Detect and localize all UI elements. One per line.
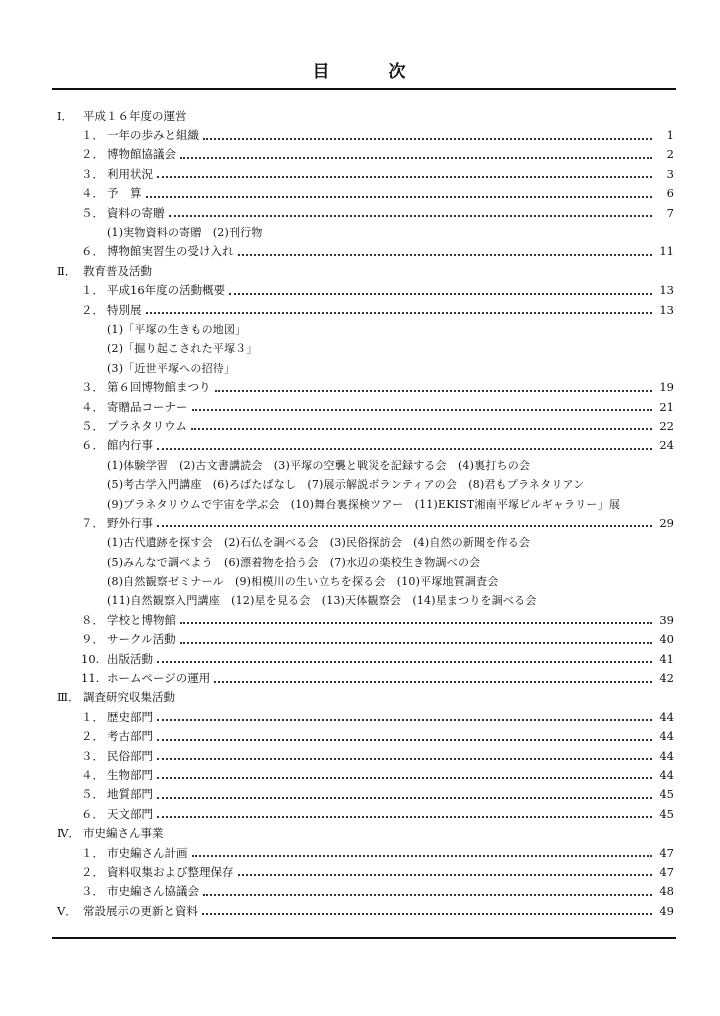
toc-page-number: 3: [666, 166, 674, 181]
toc-label: 資料の寄贈: [107, 205, 165, 220]
toc-label: 調査研究収集活動: [83, 690, 175, 705]
toc-label: ホームページの運用: [107, 671, 211, 686]
toc-number: ７．: [81, 515, 104, 530]
toc-item: [0, 416, 720, 435]
top-rule: [52, 88, 676, 90]
toc-label: 館内行事: [107, 438, 153, 453]
toc-label: 地質部門: [107, 787, 153, 802]
toc-label: プラネタリウム: [107, 418, 188, 433]
toc-label: 出版活動: [107, 651, 153, 666]
toc-number: ４．: [81, 399, 104, 414]
dot-leader: [157, 175, 652, 178]
dot-leader: [146, 311, 653, 314]
dot-leader: [157, 738, 652, 741]
page-title: 目 次: [312, 62, 408, 82]
toc-label: (5)みんなで調べよう (6)漂着物を拾う会 (7)水辺の楽校生き物調べの会: [107, 555, 481, 569]
toc-section: [0, 261, 720, 280]
toc-page-number: 47: [659, 845, 674, 860]
toc-item: [0, 649, 720, 668]
toc-page-number: 6: [666, 186, 674, 201]
toc-page-number: 45: [659, 806, 674, 821]
toc-number: ６．: [81, 806, 104, 821]
toc-label: (3)「近世平塚への招待」: [107, 361, 236, 375]
toc-label: (1)実物資料の寄贈 (2)刊行物: [107, 226, 263, 240]
toc-subitems: [0, 474, 720, 493]
toc-page-number: 45: [659, 787, 674, 802]
toc-item: [0, 727, 720, 746]
dot-leader: [157, 660, 652, 663]
toc-item: [0, 125, 720, 144]
toc-label: 教育普及活動: [83, 263, 152, 278]
toc-page-number: 42: [659, 671, 674, 686]
dot-leader: [157, 776, 652, 779]
toc-number: ６．: [81, 438, 104, 453]
toc-page-number: 1: [666, 128, 674, 143]
toc-page-number: 11: [659, 244, 674, 259]
toc-subitems: [0, 319, 720, 338]
toc-number: １．: [81, 128, 104, 143]
toc-page-number: 22: [659, 418, 674, 433]
toc-number: Ⅳ．: [57, 826, 80, 841]
dot-leader: [180, 621, 652, 624]
toc-page-number: 2: [666, 147, 674, 162]
toc-label: (1)「平塚の生きもの地図」: [107, 322, 247, 336]
toc-subitems: [0, 222, 720, 241]
toc-label: 学校と博物館: [107, 612, 176, 627]
toc-subitems: [0, 358, 720, 377]
toc-page-number: 29: [659, 515, 674, 530]
toc-number: ２．: [81, 864, 104, 879]
toc-label: 博物館協議会: [107, 147, 176, 162]
toc-number: Ⅴ．: [57, 903, 77, 918]
toc-label: (9)プラネタリウムで宇宙を学ぶ会 (10)舞台裏探検ツアー (11)EKIST湘南平塚ビルギャラリー」展: [107, 497, 621, 511]
toc-item: [0, 281, 720, 300]
toc-number: Ⅱ．: [57, 263, 77, 278]
toc-page-number: 13: [659, 302, 674, 317]
toc-label: (5)考古学入門講座 (6)ろばたばなし (7)展示解説ボランティアの会 (8)君もプラネタリアン: [107, 478, 585, 492]
toc-subitems: [0, 455, 720, 474]
toc-label: 市史編さん計画: [107, 845, 188, 860]
toc-section: [0, 688, 720, 707]
dot-leader: [169, 214, 653, 217]
toc-label: (1)古代遺跡を探す会 (2)石仏を調べる会 (3)民俗探訪会 (4)自然の新聞を作る会: [107, 536, 531, 550]
toc-label: (1)体験学習 (2)古文書講読会 (3)平塚の空襲と戦災を記録する会 (4)裏打ちの会: [107, 458, 531, 472]
toc-page-number: 44: [659, 729, 674, 744]
toc-item: [0, 707, 720, 726]
toc-label: 利用状況: [107, 166, 153, 181]
toc-page-number: 49: [659, 903, 674, 918]
toc-item: [0, 630, 720, 649]
toc-page-number: 40: [659, 632, 674, 647]
dot-leader: [215, 389, 653, 392]
toc-label: 歴史部門: [107, 709, 153, 724]
dot-leader: [157, 447, 652, 450]
toc-subitems: [0, 591, 720, 610]
toc-item: [0, 843, 720, 862]
dot-leader: [180, 641, 652, 644]
toc-page-number: 13: [659, 283, 674, 298]
toc-page-number: 39: [659, 612, 674, 627]
toc-page-number: 24: [659, 438, 674, 453]
toc-number: ３．: [81, 884, 104, 899]
toc-item: [0, 746, 720, 765]
toc-number: ３．: [81, 166, 104, 181]
toc-page-number: 7: [666, 205, 674, 220]
toc-item: [0, 668, 720, 687]
toc-number: ８．: [81, 612, 104, 627]
toc-number: ２．: [81, 147, 104, 162]
dot-leader: [203, 893, 652, 896]
toc-item: [0, 513, 720, 532]
toc-item: [0, 785, 720, 804]
toc-page-number: 19: [659, 380, 674, 395]
toc-item: [0, 862, 720, 881]
dot-leader: [203, 137, 652, 140]
toc-item: [0, 300, 720, 319]
dot-leader: [238, 873, 653, 876]
dot-leader: [192, 854, 653, 857]
toc-label: 資料収集および整理保存: [107, 864, 234, 879]
toc-subitems: [0, 339, 720, 358]
toc-item: [0, 242, 720, 261]
toc-label: 市史編さん事業: [83, 826, 164, 841]
toc-label: 寄贈品コーナー: [107, 399, 188, 414]
toc-page-number: 44: [659, 767, 674, 782]
toc-number: ２．: [81, 302, 104, 317]
toc-item: [0, 765, 720, 784]
toc-item: [0, 184, 720, 203]
toc-number: ３．: [81, 380, 104, 395]
toc-label: 野外行事: [107, 515, 153, 530]
toc-section: [0, 106, 720, 125]
toc-subitems: [0, 494, 720, 513]
toc-item: [0, 377, 720, 396]
toc-subitems: [0, 552, 720, 571]
toc-number: ２．: [81, 729, 104, 744]
toc-item: [0, 145, 720, 164]
dot-leader: [157, 815, 652, 818]
toc-item: [0, 610, 720, 629]
toc-label: 博物館実習生の受け入れ: [107, 244, 234, 259]
dot-leader: [146, 195, 653, 198]
toc-label: (2)「掘り起こされた平塚３」: [107, 342, 258, 356]
toc-label: (8)自然観察ゼミナール (9)相模川の生い立ちを探る会 (10)平塚地質調査会: [107, 575, 499, 589]
toc-number: １．: [81, 283, 104, 298]
table-of-contents: [0, 106, 720, 920]
toc-item: [0, 436, 720, 455]
toc-number: 11.: [81, 671, 100, 686]
toc-number: Ⅰ．: [57, 108, 74, 123]
toc-page-number: 21: [659, 399, 674, 414]
toc-label: 一年の歩みと組織: [107, 128, 199, 143]
toc-subitems: [0, 533, 720, 552]
dot-leader: [157, 718, 652, 721]
toc-item: [0, 804, 720, 823]
dot-leader: [192, 408, 653, 411]
toc-label: 市史編さん協議会: [107, 884, 199, 899]
toc-label: サークル活動: [107, 632, 176, 647]
toc-label: 特別展: [107, 302, 142, 317]
toc-label: 民俗部門: [107, 748, 153, 763]
toc-label: 生物部門: [107, 767, 153, 782]
toc-number: 10.: [81, 651, 100, 666]
toc-number: ５．: [81, 205, 104, 220]
toc-subitems: [0, 571, 720, 590]
toc-number: １．: [81, 845, 104, 860]
toc-item: [0, 397, 720, 416]
toc-page-number: 44: [659, 748, 674, 763]
dot-leader: [191, 427, 652, 430]
toc-number: ５．: [81, 787, 104, 802]
dot-leader: [202, 912, 652, 915]
toc-section: [0, 901, 720, 920]
dot-leader: [214, 680, 652, 683]
toc-number: ３．: [81, 748, 104, 763]
toc-label: (11)自然観察入門講座 (12)星を見る会 (13)天体観察会 (14)星まつりを調べる会: [107, 594, 537, 608]
toc-page-number: 48: [659, 884, 674, 899]
toc-section: [0, 823, 720, 842]
toc-number: ４．: [81, 186, 104, 201]
toc-page-number: 47: [659, 864, 674, 879]
dot-leader: [180, 156, 652, 159]
toc-item: [0, 203, 720, 222]
toc-number: Ⅲ．: [57, 690, 80, 705]
toc-label: 平成１６年度の運営: [83, 108, 187, 123]
dot-leader: [238, 253, 653, 256]
toc-number: ４．: [81, 767, 104, 782]
toc-page-number: 44: [659, 709, 674, 724]
dot-leader: [157, 524, 652, 527]
toc-label: 平成16年度の活動概要: [107, 283, 226, 298]
toc-label: 常設展示の更新と資料: [83, 903, 198, 918]
toc-number: ６．: [81, 244, 104, 259]
toc-number: １．: [81, 709, 104, 724]
toc-item: [0, 164, 720, 183]
bottom-rule: [52, 937, 676, 939]
toc-number: ５．: [81, 418, 104, 433]
dot-leader: [157, 796, 652, 799]
toc-number: ９．: [81, 632, 104, 647]
toc-label: 考古部門: [107, 729, 153, 744]
toc-label: 予 算: [107, 186, 142, 201]
toc-item: [0, 882, 720, 901]
dot-leader: [157, 757, 652, 760]
dot-leader: [229, 292, 652, 295]
toc-label: 第６回博物館まつり: [107, 380, 211, 395]
toc-page-number: 41: [659, 651, 674, 666]
toc-label: 天文部門: [107, 806, 153, 821]
